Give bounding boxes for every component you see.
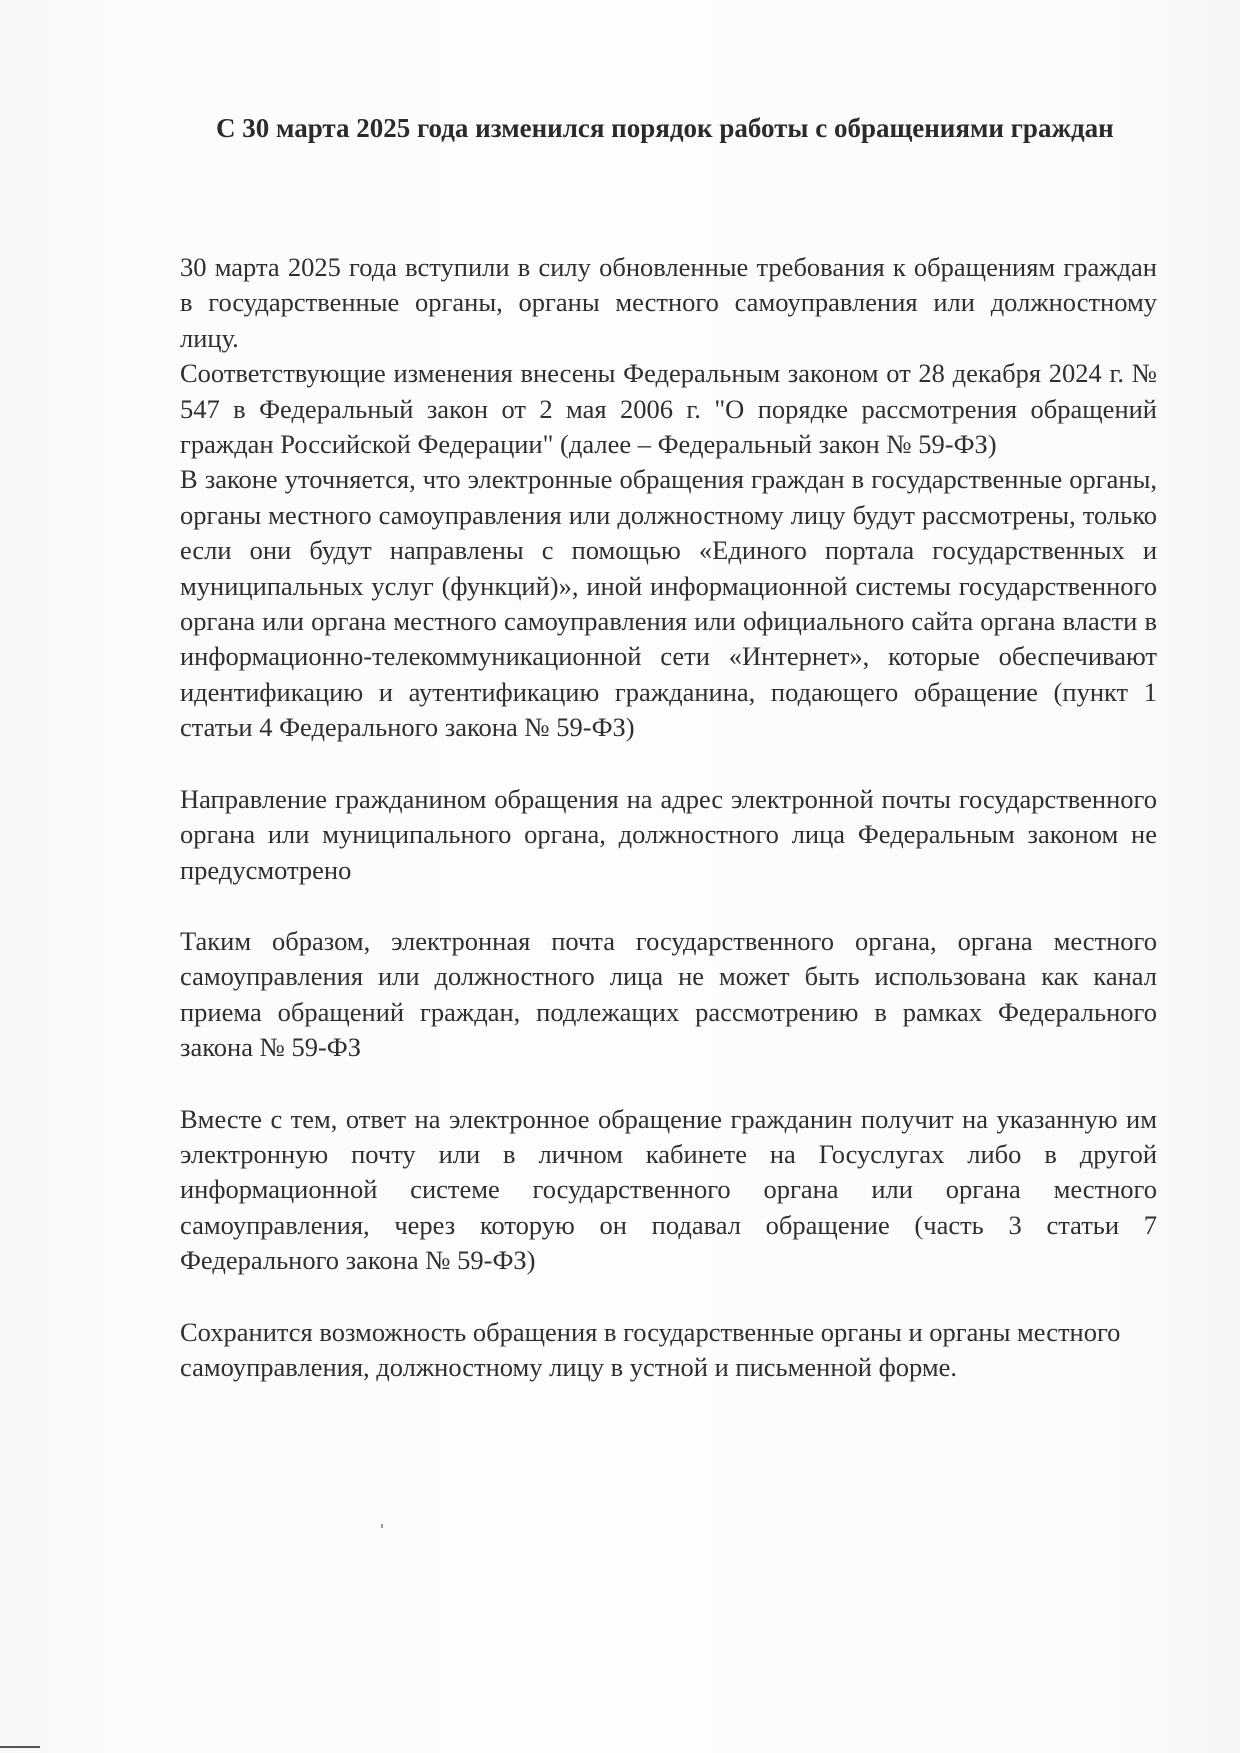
- scan-edge-mark: [0, 1746, 40, 1748]
- paragraph-email-not-channel: Таким образом, электронная почта государственного органа, органа местного самоуправления или должностного лица не может быть использована как канал приема обращений граждан, подлежащих рассмотрению в рамках Федерального закона № 59-ФЗ: [180, 925, 1157, 1063]
- paragraph-oral-written-form: Сохранится возможность обращения в государственные органы и органы местного самоуправления, должностному лицу в устной и письменной форме.: [180, 1316, 1121, 1382]
- paragraph-electronic-appeals: В законе уточняется, что электронные обращения граждан в государственные органы, органы местного самоуправления или должностному лицу будут рассмотрены, только если они будут направлены с помощью «Единого портала государственных и муниципальных услуг (функций)», иной информационной системы государственного органа или органа местного самоуправления или официального сайта органа власти в информационно-телекоммуникационной сети «Интернет», которые обеспечивают идентификацию и аутентификацию гражданина, подающего обращение (пункт 1 статьи 4 Федерального закона № 59-ФЗ): [180, 464, 1157, 743]
- paragraph-effective-date: 30 марта 2025 года вступили в силу обновленные требования к обращениям граждан в государственные органы, органы местного самоуправления или должностному лицу.: [180, 252, 1157, 353]
- scan-speck: [381, 1524, 383, 1528]
- paragraph-email-not-provided: Направление гражданином обращения на адрес электронной почты государственного органа или муниципального органа, должностного лица Федеральным законом не предусмотрено: [180, 783, 1157, 885]
- document-heading: С 30 марта 2025 года изменился порядок работы с обращениями граждан: [216, 113, 1114, 143]
- paragraph-amendments: Соответствующие изменения внесены Федеральным законом от 28 декабря 2024 г. № 547 в Федеральный закон от 2 мая 2006 г. "О порядке рассмотрения обращений граждан Российской Федерации" (далее – Федеральный закон № 59-ФЗ): [180, 358, 1157, 460]
- paragraph-response-delivery: Вместе с тем, ответ на электронное обращение гражданин получит на указанную им электронную почту или в личном кабинете на Госуслугах либо в другой информационной системе государственного органа или органа местного самоуправления, через которую он подавал обращение (часть 3 статьи 7 Федерального закона № 59-ФЗ): [180, 1103, 1157, 1276]
- document-body: [180, 250, 1157, 1385]
